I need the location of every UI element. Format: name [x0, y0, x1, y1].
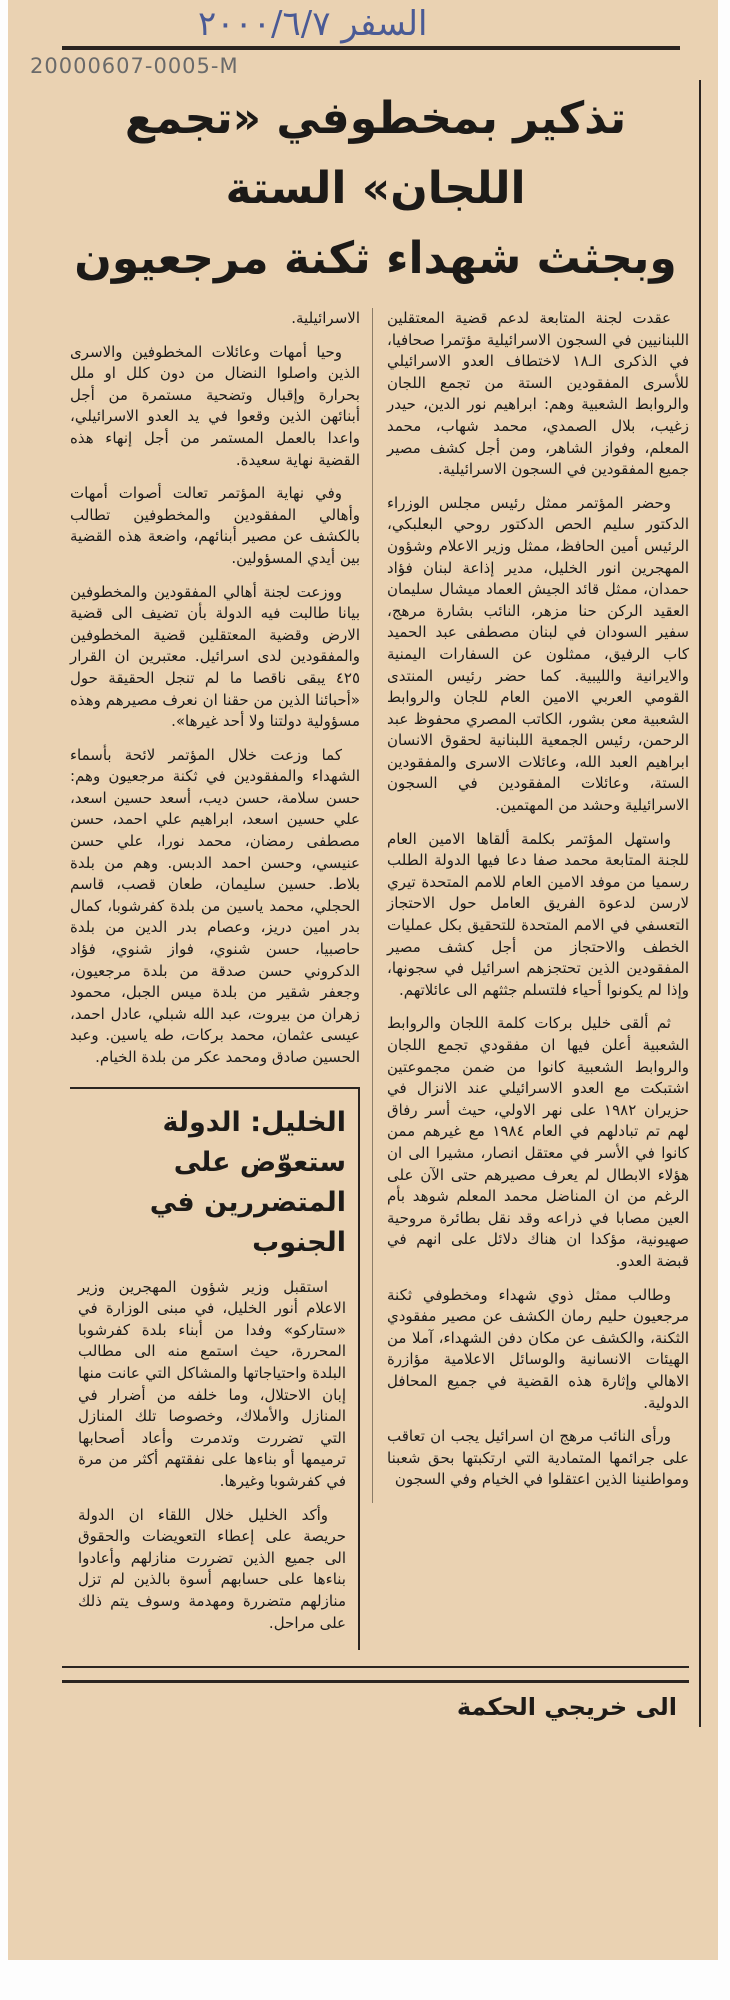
paragraph: واستهل المؤتمر بكلمة ألقاها الامين العام للجنة المتابعة محمد صفا دعا فيها الدولة الطلب رسميا من موفد الامين العام للامم المتحدة تيري لارسن لدعوة الفريق العامل حول الاحتجاز التعسفي في الامم المتحدة للتحقيق بكل عمليات الخطف والاحتجاز من أجل كشف مصير المفقودين الذين تحتجزهم اسرائيل في سجونها، وإذا لم يكونوا أحياء فلتسلم جثثهم الى عائلاتهم. [387, 829, 689, 999]
paragraph: وحضر المؤتمر ممثل رئيس مجلس الوزراء الدكتور سليم الحص الدكتور روحي البعلبكي، الرئيس أمين الحافظ، ممثل وزير الاعلام وشؤون المهجرين انور الخليل، مدير إذاعة لبنان فؤاد حمدان، ممثل قائد الجيش العماد ميشال سليمان العقيد الركن حنا مزهر، النائب بشارة مرهج، سفير السودان في لبنان مصطفى عبد الحميد كاب الرفيق، ممثلون عن السفارات اليمنية والايرانية والليبية. كما حضر رئيس المنتدى القومي العربي الامين العام للجان والروابط الشعبية معن بشور، الكاتب المصري محفوظ عبد الرحمن، رئيس الجمعية اللبنانية لحقوق الانسان ابراهيم العبد الله، وعائلات الاسرى والمفقودين الستة، وعائلات المفقودين في السجون الاسرائيلية وحشد من المهتمين. [387, 493, 689, 815]
top-rule [62, 46, 680, 50]
paragraph: ثم ألقى خليل بركات كلمة اللجان والروابط الشعبية أعلن فيها ان مفقودي تجمع اللجان والروابط الشعبية كانوا من ضمن مجموعتين اشتبكت مع العدو الاسرائيلي عند الانزال في حزيران ١٩٨٢ على نهر الاولي، حيث أسر رفاق لهم تم تبادلهم في العام ١٩٨٤ مع غيرهم ممن كانوا في الأسر في معتقل انصار، مشيرا الى ان هؤلاء الابطال لم يعرف مصيرهم حتى الآن على الرغم من ان المناضل محمد المعلم شوهد بأم العين مصابا في ذراعه وقد نقل بطائرة مروحية صهيونية، مؤكدا ان هناك دلائل على انهم في قبضة العدو. [387, 1014, 690, 1270]
bottom-rule [62, 1666, 689, 1668]
paragraph: ووزعت لجنة أهالي المفقودين والمخطوفين بيانا طالبت فيه الدولة بأن تضيف الى قضية الارض وقضية المعتقلين قضية المخطوفين والمفقودين لدى اسرائيل. معتبرين ان القرار ٤٢٥ يبقى ناقصا ما لم تنجل الحقيقة حول «أحبائنا الذين من حقنا ان نعرف مصيرهم وهذه مسؤولية دولتنا ولا أحد غيرها». [70, 582, 360, 731]
paragraph: الاسرائيلية. [291, 309, 360, 327]
handwritten-archive-id: 20000607-0005-M [30, 54, 239, 78]
paragraph: وطالب ممثل ذوي شهداء ومخطوفي ثكنة مرجعيون حليم رمان الكشف عن مصير مفقودي الثكنة، والكشف عن مكان دفن الشهداء، آملا من الهيئات الانسانية والوسائل الاعلامية مؤازرة الاهالي وإثارة هذه القضية في جميع المحافل الدولية. [387, 1285, 689, 1412]
paragraph: ورأى النائب مرهج ان اسرائيل يجب ان تعاقب على جرائمها المتمادية التي ارتكبتها بحق شعبنا ومواطنينا الذين اعتقلوا في الخيام وفي السجون [387, 1427, 689, 1489]
newspaper-clipping [8, 0, 718, 1960]
left-column-wrapper [70, 308, 372, 1650]
article-left-column [70, 308, 360, 1069]
sidebar-article [70, 1087, 360, 1651]
paragraph: عقدت لجنة المتابعة لدعم قضية المعتقلين اللبنانيين في السجون الاسرائيلية مؤتمرا صحافيا، في الذكرى الـ١٨ لاختطاف العدو الاسرائيلي للأسرى المفقودين الستة من تجمع اللجان والروابط الشعبية وهم: ابراهيم نور الدين، حيدر زغيب، بلال الصمدي، محمد شهاب، محمد المعلم، وفواز الشاهر، ومن أجل كشف مصير جميع المفقودين في السجون الاسرائيلية. [387, 309, 689, 479]
handwritten-source-date: السفر ٢٠٠٠/٦/٧ [198, 4, 428, 44]
paragraph: وفي نهاية المؤتمر تعالت أصوات أمهات وأهالي المفقودين والمخطوفين تطالب بالكشف عن مصير أبنائهم، واضعة هذه القضية بين أيدي المسؤولين. [70, 484, 360, 567]
article-right-column [372, 308, 689, 1503]
paragraph: وأكد الخليل خلال اللقاء ان الدولة حريصة على إعطاء التعويضات والحقوق الى جميع الذين تضررت منازلهم وأعادوا بناءها على حسابهم أسوة بالذين لم تزل منازلهم متضررة ومهدمة وسوف يتم ذلك على مراحل. [78, 1505, 346, 1632]
article-frame [62, 80, 701, 1727]
headline-line-2: وبجثث شهداء ثكنة مرجعيون [74, 233, 677, 284]
paragraph: وحيا أمهات وعائلات المخطوفين والاسرى الذين واصلوا النضال من دون كلل او ملل بحرارة وإقبال وتضحية مستمرة من أجل أبنائهن الذين وقعوا في يد العدو الاسرائيلي، واعدا بالعمل المستمر من أجل إنهاء هذه القضية نهاية سعيدة. [70, 342, 360, 469]
paragraph: كما وزعت خلال المؤتمر لائحة بأسماء الشهداء والمفقودين في ثكنة مرجعيون وهم: حسن سلامة، حسن ديب، أسعد حسين اسعد، علي حسين اسعد، ابراهيم علي احمد، حسن مصطفى رمضان، محمد نورا، علي حسن عنيسي، وحسن احمد الدبس. وهم من بلدة بلاط. حسين سليمان، طعان قصب، قاسم الحجلي، محمد ياسين من بلدة كفرشوبا، كمال بدر امين دريز، وعصام بدر الدين من بلدة حاصبيا، حسن شنوي، فواز شنوي، فؤاد الدكروني حسن صدقة من بلدة مرجعيون، وجعفر شقير من بلدة ميس الجبل، محمود زهران من بيروت، عبد الله شبلي، عادل احمد، عيسى عثمان، محمد بركات، طه ياسين. وعبد الحسين صادق ومحمد عكر من بلدة الخيام. [70, 745, 360, 1066]
article-columns [62, 308, 689, 1650]
paragraph: استقبل وزير شؤون المهجرين وزير الاعلام أنور الخليل، في مبنى الوزارة في «ستاركو» وفدا من أبناء بلدة كفرشوبا المحررة، حيث استمع منه الى مطالب البلدة واحتياجاتها والمشاكل التي عانت منها إبان الاحتلال، وما خلفه من أضرار في المنازل والأملاك، وخصوصا تلك المنازل التي تضررت وتدمرت وأعاد أصحابها ترميمها أو بناءها على نفقتهم أكثر من مرة في كفرشوبا وغيرها. [78, 1277, 346, 1490]
sidebar-body [78, 1277, 346, 1635]
next-article-fragment: الى خريجي الحكمة [456, 1693, 677, 1722]
sidebar-headline: الخليل: الدولة ستعوّض على المتضررين في الجنوب [149, 1106, 346, 1258]
next-article-box [62, 1680, 689, 1727]
headline-line-1: تذكير بمخطوفي «تجمع اللجان» الستة [124, 93, 627, 214]
headline [62, 80, 689, 308]
